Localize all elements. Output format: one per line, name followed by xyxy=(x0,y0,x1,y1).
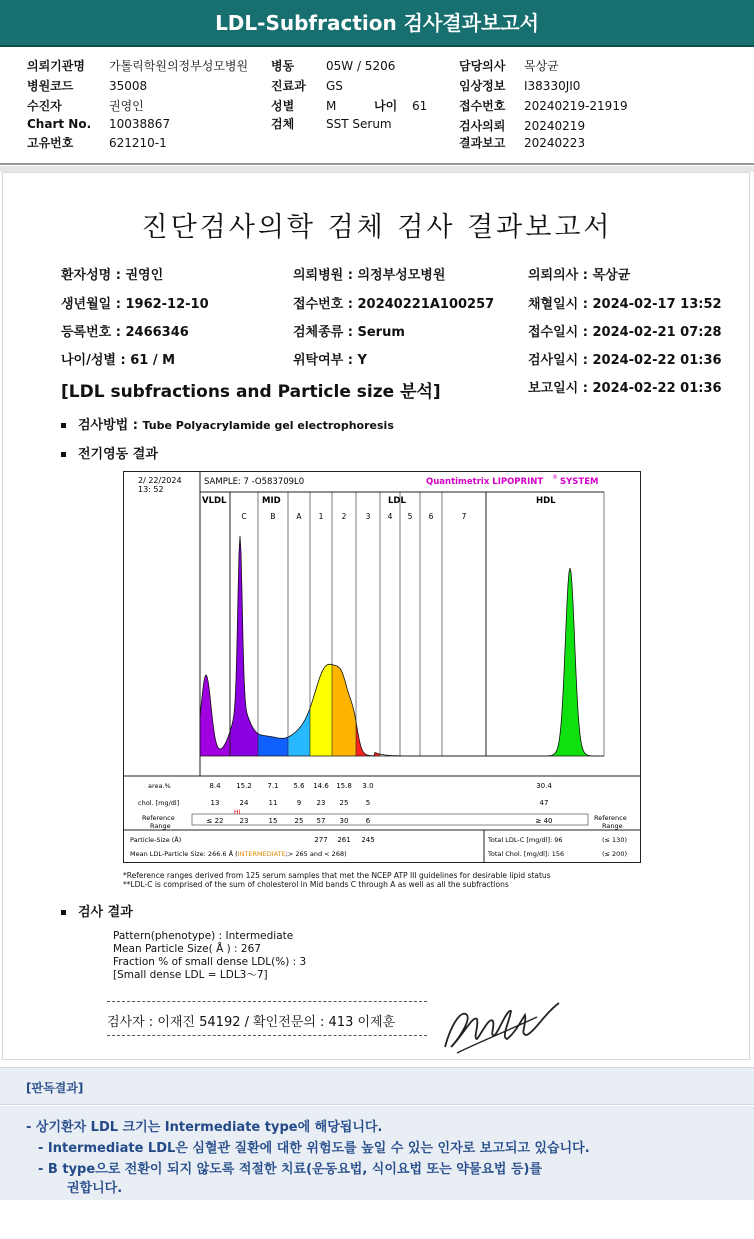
label-ldl: LDL xyxy=(388,496,406,506)
ref-box xyxy=(192,814,588,825)
result-pattern: Pattern(phenotype) : Intermediate xyxy=(113,930,294,942)
area-label: area.% xyxy=(148,782,171,790)
ref-right-1: Reference xyxy=(594,814,627,822)
opinion-line-1: - 상기환자 LDL 크기는 Intermediate type에 해당됩니다. xyxy=(26,1120,383,1135)
section-title: [LDL subfractions and Particle size 분석] xyxy=(61,382,441,402)
requesting-hospital: 의뢰병원 : 의정부성모병원 xyxy=(293,268,446,283)
opinion-line-2: - Intermediate LDL은 심혈관 질환에 대한 위험도를 높일 수 있는 인자로 보고되고 있습니다. xyxy=(38,1141,590,1156)
ref-value-1: 23 xyxy=(239,817,249,825)
curve-outline xyxy=(200,536,604,756)
receipt-datetime: 접수일시 : 2024-02-21 07:28 xyxy=(528,325,722,340)
mean-size-label: Mean LDL-Particle Size: 266.6 Å (INTERMEDIATE;> 265 and < 268) xyxy=(130,850,347,858)
footnote-2: **LDL-C is comprised of the sum of cholesterol in Mid bands C through A as well as all the subfractions xyxy=(123,880,509,889)
method-label: 검사방법 : xyxy=(78,418,143,433)
chart-brand-system: SYSTEM xyxy=(560,477,599,487)
method-value: Tube Polyacrylamide gel electrophoresis xyxy=(142,419,394,432)
ref-value-6: 6 xyxy=(365,817,371,825)
scanned-report xyxy=(2,172,750,1060)
chol-label: chol. [mg/dl] xyxy=(138,799,180,807)
total-chol: Total Chol. [mg/dl]: 156 xyxy=(488,850,565,858)
ref-value-2: 15 xyxy=(268,817,278,825)
curve-ldl3 xyxy=(356,722,380,756)
age-sex: 나이/성별 : 61 / M xyxy=(61,353,176,368)
value-spec: SST Serum xyxy=(326,117,392,131)
value-hosp: 35008 xyxy=(109,79,148,93)
value-sex: M xyxy=(326,99,337,113)
bullet-icon xyxy=(61,423,66,428)
area-value-0: 8.4 xyxy=(209,782,221,790)
label-dept: 진료과 xyxy=(271,79,306,93)
signature-text: 검사자 : 이재진 54192 / 확인전문의 : 413 이제훈 xyxy=(107,1015,396,1030)
label-clin: 임상정보 xyxy=(459,79,506,93)
label-req: 검사의뢰 xyxy=(459,119,506,133)
label-rep: 결과보고 xyxy=(459,136,506,150)
label-sex: 성별 xyxy=(271,99,295,113)
bullet-icon xyxy=(61,452,66,457)
plot-area xyxy=(200,492,604,756)
curve-ldl1 xyxy=(310,664,332,756)
report-datetime: 보고일시 : 2024-02-22 01:36 xyxy=(528,381,722,396)
value-chart: 10038867 xyxy=(109,117,171,131)
ref-value-4: 57 xyxy=(316,817,326,825)
area-value-5: 15.8 xyxy=(336,782,352,790)
value-req: 20240219 xyxy=(524,119,586,133)
particle-size-label: Particle-Size (Å) xyxy=(130,836,182,844)
band-label-C: C xyxy=(241,512,247,521)
electrophoresis-label: 전기영동 결과 xyxy=(78,447,158,462)
band-label-4: 4 xyxy=(387,512,393,521)
collection-datetime: 채혈일시 : 2024-02-17 13:52 xyxy=(528,297,722,312)
value-recv: 권영인 xyxy=(109,99,144,113)
test-datetime: 검사일시 : 2024-02-22 01:36 xyxy=(528,353,722,368)
chol-value-5: 25 xyxy=(339,799,349,807)
footnote-1: *Reference ranges derived from 125 serum samples that met the NCEP ATP III guidelines for desirable lipid status xyxy=(123,871,551,880)
value-ward: 05W / 5206 xyxy=(326,59,396,73)
area-value-6: 3.0 xyxy=(362,782,374,790)
chol-value-0: 13 xyxy=(210,799,220,807)
chart-brand-reg: ® xyxy=(552,474,558,481)
label-ward: 병동 xyxy=(271,59,295,73)
total-ldl: Total LDL-C [mg/dl]: 96 xyxy=(488,836,563,844)
hi-flag: HI xyxy=(234,809,241,816)
value-clin: I38330JI0 xyxy=(524,79,581,93)
result-fraction: Fraction % of small dense LDL(%) : 3 xyxy=(113,956,307,968)
value-dept: GS xyxy=(326,79,343,93)
chart-brand: Quantimetrix LIPOPRINT xyxy=(426,477,544,487)
report-title-bar xyxy=(0,0,754,47)
label-chart: Chart No. xyxy=(27,117,92,131)
bullet-icon xyxy=(61,910,66,915)
chol-value-7: 47 xyxy=(539,799,549,807)
band-label-2: 2 xyxy=(341,512,347,521)
label-acc: 접수번호 xyxy=(459,99,506,113)
specimen-type: 검체종류 : Serum xyxy=(293,325,405,340)
result-definition: [Small dense LDL = LDL3～7] xyxy=(113,969,268,981)
value-rep: 20240223 xyxy=(524,136,586,150)
particle-size-0: 277 xyxy=(314,836,328,844)
ref-value-3: 25 xyxy=(294,817,304,825)
area-value-2: 7.1 xyxy=(267,782,279,790)
value-uid: 621210-1 xyxy=(109,136,167,150)
label-hdl: HDL xyxy=(536,496,556,506)
band-label-7: 7 xyxy=(461,512,467,521)
chart-time: 13: 52 xyxy=(138,485,164,494)
document-title: 진단검사의학 검체 검사 결과보고서 xyxy=(141,212,613,243)
opinion-line-4: 권합니다. xyxy=(67,1181,123,1196)
sign-rule-top xyxy=(107,1001,427,1002)
band-label-6: 6 xyxy=(428,512,434,521)
value-doc: 목상균 xyxy=(524,59,559,73)
requesting-doctor: 의뢰의사 : 목상균 xyxy=(528,268,631,283)
ref-right-2: Range xyxy=(602,822,623,830)
label-age: 나이 xyxy=(374,99,398,113)
band-label-3: 3 xyxy=(365,512,371,521)
chol-value-3: 9 xyxy=(296,799,302,807)
chol-value-2: 11 xyxy=(268,799,278,807)
total-ldl-ref: (≤ 130) xyxy=(602,836,627,844)
value-inst: 가톨릭학원의정부성모병원 xyxy=(109,59,249,73)
curve-mid-c xyxy=(230,536,258,756)
registration-no: 등록번호 : 2466346 xyxy=(61,325,189,340)
value-age: 61 xyxy=(412,99,428,113)
band-label-1: 1 xyxy=(318,512,324,521)
judgement-header xyxy=(0,1067,754,1105)
label-hosp: 병원코드 xyxy=(27,79,74,93)
label-recv: 수진자 xyxy=(27,99,62,113)
opinion-box xyxy=(0,1106,754,1200)
opinion-line-3: - B type으로 전환이 되지 않도록 적절한 치료(운동요법, 식이요법 또는 약물요법 등)를 xyxy=(38,1162,543,1177)
label-spec: 검체 xyxy=(271,117,295,131)
patient-header xyxy=(0,49,754,165)
total-chol-ref: (≤ 200) xyxy=(602,850,627,858)
area-value-4: 14.6 xyxy=(313,782,329,790)
band-label-5: 5 xyxy=(407,512,413,521)
band-label-A: A xyxy=(296,512,302,521)
consignment: 위탁여부 : Y xyxy=(293,353,367,368)
chol-value-1: 24 xyxy=(239,799,249,807)
band-label-B: B xyxy=(270,512,276,521)
curve-hdl xyxy=(544,568,596,756)
band-labels xyxy=(241,512,466,521)
ref-value-5: 30 xyxy=(339,817,349,825)
area-value-1: 15.2 xyxy=(236,782,252,790)
electrophoresis-chart xyxy=(123,471,641,863)
patient-name: 환자성명 : 권영인 xyxy=(61,268,164,283)
sign-rule-bottom xyxy=(107,1035,427,1036)
chol-value-4: 23 xyxy=(316,799,326,807)
accession-no: 접수번호 : 20240221A100257 xyxy=(293,297,495,312)
value-acc: 20240219-21919 xyxy=(524,99,628,113)
ref-value-7: ≥ 40 xyxy=(535,817,553,825)
label-uid: 고유번호 xyxy=(27,136,74,150)
report-title: LDL-Subfraction 검사결과보고서 xyxy=(215,11,539,35)
label-doc: 담당의사 xyxy=(459,59,506,73)
chart-date: 2/ 22/2024 xyxy=(138,476,182,485)
ref-label-2: Range xyxy=(150,822,171,830)
label-inst: 의뢰기관명 xyxy=(27,59,85,73)
ref-value-0: ≤ 22 xyxy=(206,817,224,825)
curve-mid-a xyxy=(288,708,310,756)
particle-size-2: 245 xyxy=(361,836,375,844)
birth-date: 생년월일 : 1962-12-10 xyxy=(61,297,209,312)
judgement-label: [판독결과] xyxy=(26,1081,84,1095)
chart-sample: SAMPLE: 7 -O583709L0 xyxy=(204,477,305,487)
label-mid: MID xyxy=(262,496,281,506)
handwritten-signature xyxy=(437,995,563,1059)
ref-label-1: Reference xyxy=(142,814,175,822)
particle-size-1: 261 xyxy=(337,836,351,844)
result-mean-size: Mean Particle Size( Å ) : 267 xyxy=(113,943,261,955)
area-value-3: 5.6 xyxy=(293,782,305,790)
table-values xyxy=(207,782,553,844)
chol-value-6: 5 xyxy=(365,799,371,807)
result-label: 검사 결과 xyxy=(78,905,133,920)
area-value-7: 30.4 xyxy=(536,782,552,790)
label-vldl: VLDL xyxy=(202,496,227,506)
